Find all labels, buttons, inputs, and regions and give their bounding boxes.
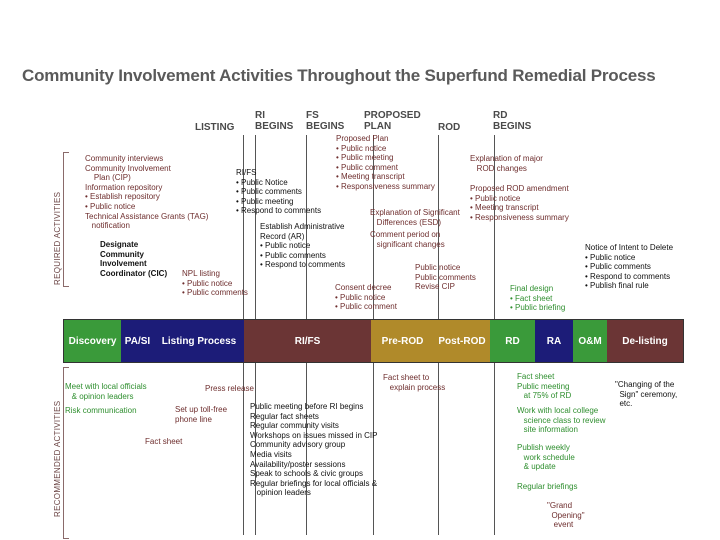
recommended-explain-process: Fact sheet to explain process (383, 373, 446, 392)
recommended-toll-free-line: Set up toll-free phone line (175, 405, 228, 424)
required-final-design: Final design • Fact sheet • Public briefing (510, 284, 566, 313)
required-consent-decree: Consent decree • Public notice • Public comment (335, 283, 397, 312)
page-title: Community Involvement Activities Throughout the Superfund Remedial Process (22, 66, 656, 85)
required-community-interviews: Community interviews Community Involvement Plan (CIP) Information repository • Establish repository • Public notice Technical Assistance Grants (TAG) notification (85, 154, 209, 231)
required-bracket (63, 152, 69, 287)
recommended-grand-opening: "Grand Opening" event (547, 501, 585, 530)
recommended-press-release: Press release (205, 384, 254, 393)
required-esd: Explanation of Significant Differences (ESD) (370, 208, 460, 227)
recommended-rifs-activities: Public meeting before RI begins Regular fact sheets Regular community visits Workshops on issues missed in CIP Community advisory group Media visits Availability/poster sessions Speak to schools & civic groups Regular briefings for local officials & opinion leaders (250, 402, 378, 498)
required-revise-cip: Public notice Public comments Revise CIP (415, 263, 476, 292)
milestone-ri-begins: RI BEGINS (255, 110, 294, 132)
recommended-rd-public-meeting: Fact sheet Public meeting at 75% of RD (517, 372, 572, 401)
required-npl-listing: NPL listing • Public notice • Public comments (182, 269, 248, 298)
phase-listing-process: Listing Process (154, 320, 244, 362)
phase-ra: RA (535, 320, 573, 362)
required-proposed-plan: Proposed Plan • Public notice • Public meeting • Public comment • Meeting transcript • Responsiveness summary (336, 134, 435, 191)
phase-om: O&M (573, 320, 607, 362)
required-axis-label: REQUIRED ACTIVITIES (53, 191, 62, 285)
required-administrative-record: Establish Administrative Record (AR) • Public notice • Public comments • Respond to comments (260, 222, 346, 270)
milestone-fs-begins: FS BEGINS (306, 110, 345, 132)
milestone-proposed-plan: PROPOSED PLAN (364, 110, 421, 132)
milestone-rod: ROD (438, 122, 461, 133)
required-notice-of-intent-to-delete: Notice of Intent to Delete • Public notice • Public comments • Respond to comments • Publish final rule (585, 243, 674, 291)
phase-rd: RD (490, 320, 535, 362)
phase-pa-si: PA/SI (121, 320, 154, 362)
recommended-regular-briefings: Regular briefings (517, 482, 578, 491)
required-rod-amendment: Proposed ROD amendment • Public notice • Meeting transcript • Responsiveness summary (470, 184, 569, 222)
phase-pre-rod: Pre-ROD (371, 320, 434, 362)
recommended-meet-officials: Meet with local officials & opinion leaders (65, 382, 147, 401)
recommended-risk-communication: Risk communication (65, 406, 137, 415)
milestone-listing: LISTING (195, 122, 235, 133)
milestone-rd-begins: RD BEGINS (493, 110, 532, 132)
phase-rifs: RI/FS (244, 320, 371, 362)
required-major-rod-changes: Explanation of major ROD changes (470, 154, 543, 173)
required-cic: Designate Community Involvement Coordinator (CIC) (100, 240, 168, 278)
recommended-changing-of-sign: "Changing of the Sign" ceremony, etc. (615, 380, 678, 409)
recommended-college-class: Work with local college science class to review site information (517, 406, 606, 435)
phase-bar (63, 319, 684, 363)
required-comment-period: Comment period on significant changes (370, 230, 445, 249)
phase-discovery: Discovery (64, 320, 121, 362)
recommended-fact-sheet: Fact sheet (145, 437, 183, 446)
recommended-weekly-schedule: Publish weekly work schedule & update (517, 443, 575, 472)
phase-post-rod: Post-ROD (434, 320, 490, 362)
phase-de-listing: De-listing (607, 320, 683, 362)
required-rifs: RI/FS • Public Notice • Public comments • Public meeting • Respond to comments (236, 168, 322, 216)
recommended-axis-label: RECOMMENDED ACTIVITIES (53, 400, 62, 517)
